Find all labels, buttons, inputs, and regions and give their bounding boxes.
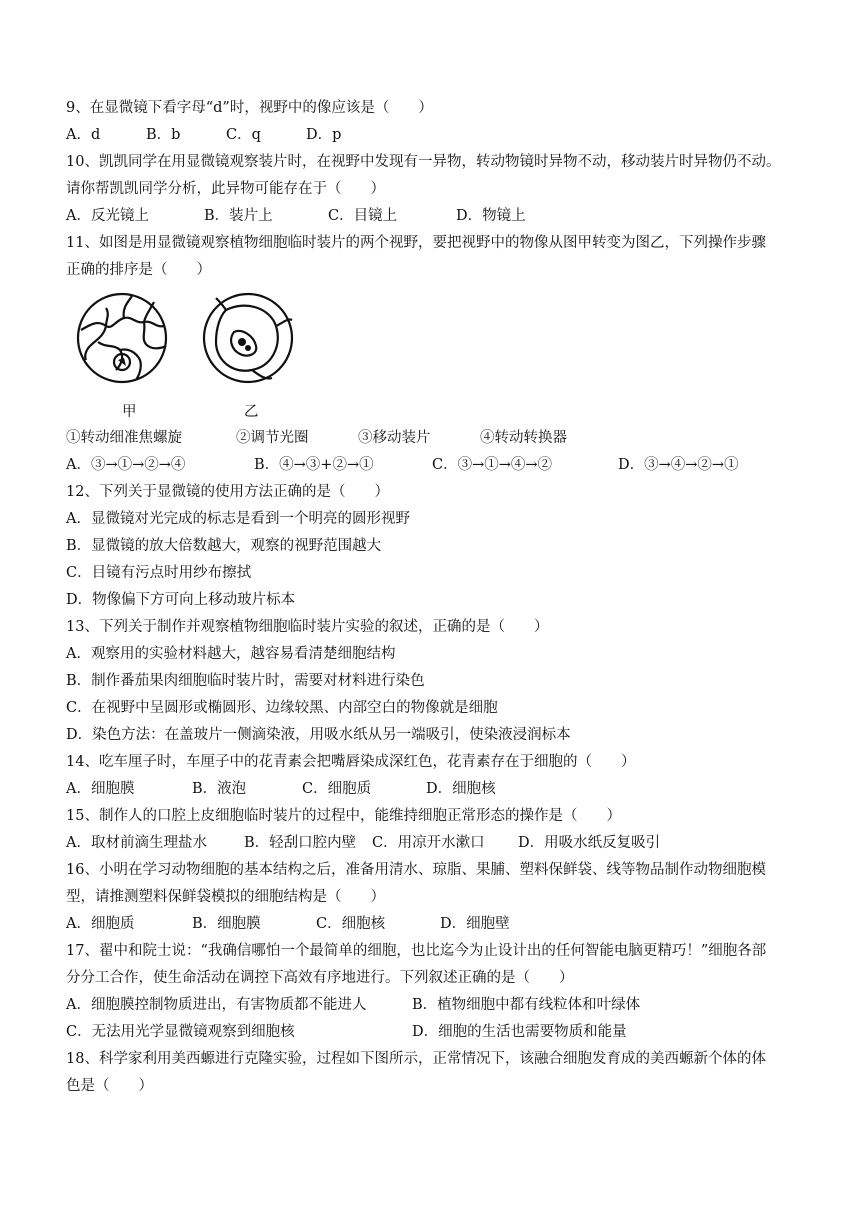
view-yi-nucleus bbox=[238, 338, 251, 351]
question-16-option-a: A．细胞质 bbox=[66, 916, 135, 932]
question-16-stem-line1: 16、小明在学习动物细胞的基本结构之后，准备用清水、琼脂、果脯、塑料保鲜袋、线等物品制作动物细胞模 bbox=[66, 862, 766, 878]
question-11-step-4: ④转动转换器 bbox=[480, 430, 567, 446]
question-10-stem-line2: 请你帮凯凯同学分析，此异物可能存在于（ ） bbox=[66, 181, 385, 197]
question-11-option-d: D．③→④→②→① bbox=[618, 457, 739, 473]
question-9-option-c: C．q bbox=[226, 127, 261, 143]
question-11-stem-line1: 11、如图是用显微镜观察植物细胞临时装片的两个视野，要把视野中的物像从图甲转变为图乙，下列操作步骤 bbox=[66, 235, 766, 251]
question-14-option-a: A．细胞膜 bbox=[66, 781, 135, 797]
question-17-option-d: D．细胞的生活也需要物质和能量 bbox=[412, 1024, 627, 1040]
question-17-stem-line2: 分分工合作，使生命活动在调控下高效有序地进行。下列叙述正确的是（ ） bbox=[66, 970, 574, 986]
question-12-option-b: B．显微镜的放大倍数越大，观察的视野范围越大 bbox=[66, 538, 382, 554]
question-17-option-c: C．无法用光学显微镜观察到细胞核 bbox=[66, 1024, 295, 1040]
question-15-option-d: D．用吸水纸反复吸引 bbox=[518, 835, 661, 851]
question-12-option-d: D．物像偏下方可向上移动玻片标本 bbox=[66, 592, 296, 608]
question-15-option-c: C．用凉开水漱口 bbox=[372, 835, 485, 851]
question-14-stem: 14、吃车厘子时，车厘子中的花青素会把嘴唇染成深红色，花青素存在于细胞的（ ） bbox=[66, 754, 636, 770]
microscope-views-drawing bbox=[76, 290, 306, 390]
question-11-option-a: A．③→①→②→④ bbox=[66, 457, 186, 473]
question-12-option-a: A．显微镜对光完成的标志是看到一个明亮的圆形视野 bbox=[66, 511, 410, 527]
question-14-option-c: C．细胞质 bbox=[302, 781, 372, 797]
question-11-step-2: ②调节光圈 bbox=[236, 430, 309, 446]
question-15-stem: 15、制作人的口腔上皮细胞临时装片的过程中，能维持细胞正常形态的操作是（ ） bbox=[66, 808, 621, 824]
question-16-option-d: D．细胞壁 bbox=[440, 916, 510, 932]
question-10-option-c: C．目镜上 bbox=[328, 208, 398, 224]
question-16-option-c: C．细胞核 bbox=[316, 916, 386, 932]
view-jia-drawing bbox=[78, 294, 166, 382]
question-15-option-b: B．轻刮口腔内壁 bbox=[244, 835, 357, 851]
question-11-stem-line2: 正确的排序是（ ） bbox=[66, 262, 211, 278]
question-10-option-b: B．装片上 bbox=[204, 208, 273, 224]
question-15-option-a: A．取材前滴生理盐水 bbox=[66, 835, 207, 851]
question-9-option-a: A．d bbox=[66, 127, 101, 143]
question-13-option-a: A．观察用的实验材料越大，越容易看清楚细胞结构 bbox=[66, 646, 396, 662]
question-14-option-d: D．细胞核 bbox=[426, 781, 496, 797]
question-11-step-1: ①转动细准焦螺旋 bbox=[66, 430, 182, 446]
question-17-option-a: A．细胞膜控制物质进出，有害物质都不能进人 bbox=[66, 997, 367, 1013]
view-yi-drawing bbox=[204, 294, 292, 382]
microscope-views-figure bbox=[76, 290, 306, 420]
question-18-stem-line2: 色是（ ） bbox=[66, 1078, 153, 1094]
question-10-option-a: A．反光镜上 bbox=[66, 208, 149, 224]
question-9-option-b: B．b bbox=[146, 127, 181, 143]
question-10-stem-line1: 10、凯凯同学在用显微镜观察装片时，在视野中发现有一异物，转动物镜时异物不动，移动装片时异物仍不动。 bbox=[66, 154, 781, 170]
question-12-stem: 12、下列关于显微镜的使用方法正确的是（ ） bbox=[66, 484, 389, 500]
question-9-stem: 9、在显微镜下看字母“d”时，视野中的像应该是（ ） bbox=[66, 100, 433, 116]
question-13-option-c: C．在视野中呈圆形或椭圆形、边缘较黑、内部空白的物像就是细胞 bbox=[66, 700, 498, 716]
question-17-option-b: B．植物细胞中都有线粒体和叶绿体 bbox=[412, 997, 641, 1013]
question-17-stem-line1: 17、翟中和院士说：“我确信哪怕一个最简单的细胞，也比迄今为止设计出的任何智能电脑更精巧！”细胞各部 bbox=[66, 943, 767, 959]
question-9-option-d: D．p bbox=[306, 127, 342, 143]
question-10-option-d: D．物镜上 bbox=[456, 208, 526, 224]
question-11-option-c: C．③→①→④→② bbox=[432, 457, 553, 473]
question-11-option-b: B．④→③+②→① bbox=[254, 457, 374, 473]
question-13-option-d: D．染色方法：在盖玻片一侧滴染液，用吸水纸从另一端吸引，使染液浸润标本 bbox=[66, 727, 571, 743]
question-16-stem-line2: 型，请推测塑料保鲜袋模拟的细胞结构是（ ） bbox=[66, 889, 385, 905]
question-11-step-3: ③移动装片 bbox=[358, 430, 431, 446]
question-13-stem: 13、下列关于制作并观察植物细胞临时装片实验的叙述，正确的是（ ） bbox=[66, 619, 549, 635]
question-16-option-b: B．细胞膜 bbox=[192, 916, 261, 932]
question-14-option-b: B．液泡 bbox=[192, 781, 247, 797]
figure-label-yi: 乙 bbox=[244, 404, 259, 420]
question-12-option-c: C．目镜有污点时用纱布擦拭 bbox=[66, 565, 252, 581]
figure-label-jia: 甲 bbox=[122, 404, 137, 420]
question-13-option-b: B．制作番茄果肉细胞临时装片时，需要对材料进行染色 bbox=[66, 673, 425, 689]
question-18-stem-line1: 18、科学家利用美西螈进行克隆实验，过程如下图所示，正常情况下，该融合细胞发育成的美西螈新个体的体 bbox=[66, 1051, 766, 1067]
